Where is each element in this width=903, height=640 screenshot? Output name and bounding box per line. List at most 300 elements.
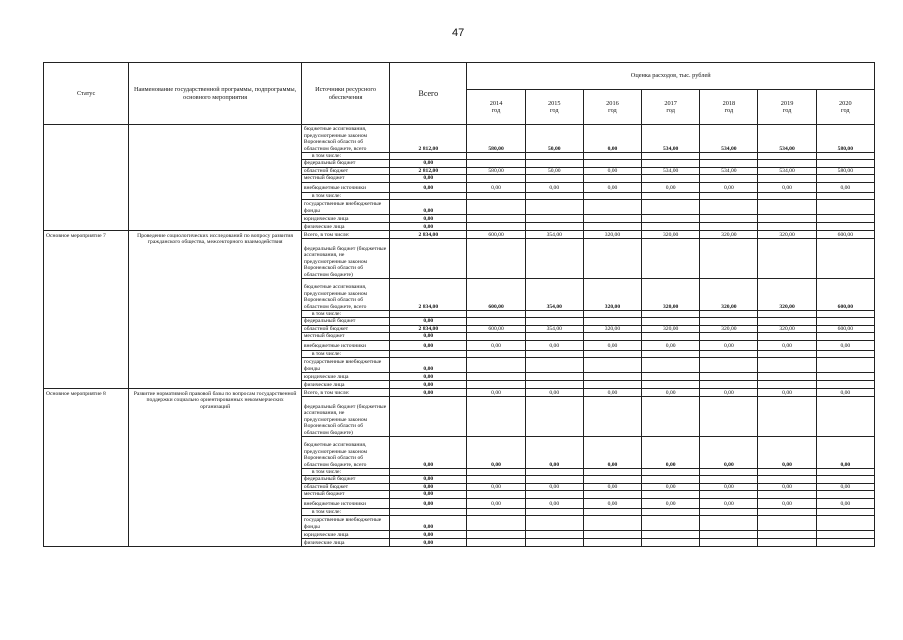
year-value-cell xyxy=(700,516,758,531)
year-value-cell xyxy=(467,160,525,167)
year-value-cell xyxy=(583,397,641,437)
total-cell: 0,00 xyxy=(390,476,467,483)
year-value-cell xyxy=(642,318,700,325)
year-value-cell xyxy=(467,516,525,531)
source-label: Всего, в том числе: xyxy=(301,389,389,397)
year-value-cell: 0,00 xyxy=(467,389,525,397)
year-value-cell xyxy=(525,239,583,279)
year-value-cell xyxy=(525,516,583,531)
year-value-cell: 0,00 xyxy=(758,437,816,469)
total-cell: 2 834,00 xyxy=(390,279,467,311)
year-value-cell: 0,00 xyxy=(642,182,700,192)
header-year xyxy=(525,90,583,125)
year-value-cell xyxy=(700,192,758,199)
year-value-cell xyxy=(525,539,583,547)
total-cell xyxy=(390,239,467,279)
source-label: федеральный бюджет (бюджетные ассигнования, не предусмотренные законом Воронежской области об областном бюджете) xyxy=(301,397,389,437)
year-value-cell xyxy=(525,373,583,381)
year-value-cell: 0,00 xyxy=(700,498,758,508)
year-value-cell xyxy=(816,153,874,160)
total-cell: 0,00 xyxy=(390,373,467,381)
year-value-cell xyxy=(583,311,641,318)
total-cell: 0,00 xyxy=(390,531,467,539)
year-value-cell xyxy=(816,516,874,531)
year-value-cell xyxy=(758,373,816,381)
year-value-cell xyxy=(642,539,700,547)
header-year xyxy=(467,90,525,125)
source-label: внебюджетные источники xyxy=(301,182,389,192)
source-label: внебюджетные источники xyxy=(301,340,389,350)
year-value-cell: 320,00 xyxy=(583,231,641,239)
source-label: в том числе: xyxy=(301,350,389,357)
header-year-value: 2015 xyxy=(547,99,561,107)
year-value-cell xyxy=(758,531,816,539)
year-value-cell xyxy=(467,476,525,483)
header-year-unit: год xyxy=(782,107,792,114)
source-label: местный бюджет xyxy=(301,491,389,498)
year-value-cell xyxy=(642,333,700,340)
year-value-cell: 600,00 xyxy=(467,279,525,311)
source-label: государственные внебюджетные фонды xyxy=(301,516,389,531)
year-value-cell xyxy=(525,192,583,199)
year-value-cell xyxy=(700,491,758,498)
year-value-cell xyxy=(700,153,758,160)
header-year-unit: год xyxy=(608,107,617,114)
year-value-cell: 0,00 xyxy=(700,437,758,469)
year-value-cell xyxy=(525,153,583,160)
year-value-cell xyxy=(700,508,758,515)
year-value-cell: 0,00 xyxy=(758,483,816,490)
table-row xyxy=(44,389,875,397)
year-value-cell: 320,00 xyxy=(700,231,758,239)
header-year xyxy=(700,90,758,125)
year-value-cell xyxy=(642,469,700,476)
year-value-cell xyxy=(816,200,874,215)
year-value-cell xyxy=(758,508,816,515)
total-cell: 0,00 xyxy=(390,539,467,547)
year-value-cell xyxy=(700,333,758,340)
year-value-cell: 0,00 xyxy=(758,389,816,397)
year-value-cell xyxy=(467,508,525,515)
header-estimate: Оценка расходов, тыс. рублей xyxy=(467,63,875,90)
source-label: физические лица xyxy=(301,381,389,389)
year-value-cell xyxy=(525,215,583,223)
budget-table xyxy=(43,62,875,547)
year-value-cell: 0,00 xyxy=(816,498,874,508)
year-value-cell xyxy=(525,333,583,340)
year-value-cell xyxy=(583,318,641,325)
year-value-cell xyxy=(758,469,816,476)
year-value-cell xyxy=(467,175,525,182)
year-value-cell xyxy=(583,153,641,160)
year-value-cell: 600,00 xyxy=(816,279,874,311)
year-value-cell xyxy=(700,539,758,547)
year-value-cell: 0,00 xyxy=(583,125,641,153)
year-value-cell: 0,00 xyxy=(816,182,874,192)
header-year-value: 2016 xyxy=(606,99,619,107)
year-value-cell xyxy=(467,153,525,160)
total-cell xyxy=(390,311,467,318)
status-cell xyxy=(44,125,129,231)
table-row xyxy=(44,125,875,153)
total-cell: 0,00 xyxy=(390,200,467,215)
year-value-cell xyxy=(816,539,874,547)
year-value-cell: 320,00 xyxy=(700,325,758,332)
header-year xyxy=(758,90,816,125)
year-value-cell xyxy=(816,318,874,325)
source-label: федеральный бюджет xyxy=(301,476,389,483)
year-value-cell xyxy=(700,311,758,318)
table-row xyxy=(44,231,875,239)
total-cell: 0,00 xyxy=(390,333,467,340)
header-year-value: 2014 xyxy=(489,99,503,107)
source-label: внебюджетные источники xyxy=(301,498,389,508)
year-value-cell: 0,00 xyxy=(525,483,583,490)
header-name: Наименование государственной программы, подпрограммы, основного мероприятия xyxy=(129,63,302,125)
header-year-value: 2018 xyxy=(722,99,736,107)
year-value-cell xyxy=(758,153,816,160)
year-value-cell: 0,00 xyxy=(816,389,874,397)
year-value-cell: 0,00 xyxy=(467,498,525,508)
source-label: в том числе: xyxy=(301,311,389,318)
year-value-cell: 0,00 xyxy=(583,483,641,490)
year-value-cell xyxy=(758,491,816,498)
year-value-cell: 0,00 xyxy=(700,182,758,192)
year-value-cell: 0,00 xyxy=(525,437,583,469)
year-value-cell: 534,00 xyxy=(700,167,758,174)
year-value-cell xyxy=(467,311,525,318)
year-value-cell: 354,00 xyxy=(525,279,583,311)
year-value-cell xyxy=(816,215,874,223)
year-value-cell xyxy=(816,491,874,498)
year-value-cell xyxy=(642,153,700,160)
year-value-cell xyxy=(583,175,641,182)
year-value-cell: 354,00 xyxy=(525,325,583,332)
year-value-cell xyxy=(642,160,700,167)
year-value-cell xyxy=(642,175,700,182)
total-cell xyxy=(390,508,467,515)
year-value-cell xyxy=(583,531,641,539)
source-label: областной бюджет xyxy=(301,325,389,332)
year-value-cell xyxy=(583,350,641,357)
year-value-cell xyxy=(583,333,641,340)
year-value-cell: 0,00 xyxy=(642,498,700,508)
year-value-cell xyxy=(525,491,583,498)
program-name-cell: Проведение социологических исследований по вопросу развития гражданского общества, межсекторного взаимодействия xyxy=(129,231,302,389)
year-value-cell xyxy=(525,508,583,515)
year-value-cell xyxy=(583,381,641,389)
year-value-cell: 0,00 xyxy=(467,437,525,469)
year-value-cell xyxy=(816,397,874,437)
year-value-cell: 0,00 xyxy=(467,182,525,192)
year-value-cell: 0,00 xyxy=(467,340,525,350)
total-cell: 2 834,00 xyxy=(390,231,467,239)
total-cell: 2 834,00 xyxy=(390,325,467,332)
total-cell: 0,00 xyxy=(390,516,467,531)
year-value-cell xyxy=(758,239,816,279)
header-status: Статус xyxy=(44,63,129,125)
year-value-cell xyxy=(583,469,641,476)
year-value-cell xyxy=(700,373,758,381)
year-value-cell: 600,00 xyxy=(467,325,525,332)
year-value-cell xyxy=(700,531,758,539)
program-name-cell: Развитие нормативной правовой базы по вопросам государственной поддержки социально ориентированных некоммерческих организаций xyxy=(129,389,302,547)
year-value-cell: 320,00 xyxy=(583,279,641,311)
year-value-cell xyxy=(758,333,816,340)
year-value-cell xyxy=(467,469,525,476)
source-label: Всего, в том числе: xyxy=(301,231,389,239)
year-value-cell xyxy=(467,333,525,340)
year-value-cell: 600,00 xyxy=(467,231,525,239)
year-value-cell: 0,00 xyxy=(700,389,758,397)
source-label: юридические лица xyxy=(301,373,389,381)
year-value-cell xyxy=(758,160,816,167)
year-value-cell xyxy=(467,350,525,357)
year-value-cell: 580,00 xyxy=(467,125,525,153)
header-total: Всего xyxy=(390,63,467,125)
year-value-cell xyxy=(583,476,641,483)
year-value-cell xyxy=(583,160,641,167)
year-value-cell xyxy=(467,397,525,437)
total-cell: 0,00 xyxy=(390,381,467,389)
year-value-cell xyxy=(816,311,874,318)
total-cell: 0,00 xyxy=(390,182,467,192)
header-year-unit: год xyxy=(549,107,559,114)
year-value-cell xyxy=(816,333,874,340)
year-value-cell xyxy=(642,531,700,539)
year-value-cell xyxy=(525,175,583,182)
year-value-cell: 580,00 xyxy=(816,167,874,174)
year-value-cell xyxy=(642,491,700,498)
header-year-unit: год xyxy=(666,107,675,114)
source-label: государственные внебюджетные фонды xyxy=(301,200,389,215)
year-value-cell xyxy=(583,508,641,515)
year-value-cell xyxy=(583,491,641,498)
source-label: бюджетные ассигнования, предусмотренные законом Воронежской области об областном бюджете, всего xyxy=(301,125,389,153)
year-value-cell xyxy=(583,192,641,199)
year-value-cell xyxy=(700,397,758,437)
year-value-cell xyxy=(758,476,816,483)
year-value-cell xyxy=(758,223,816,231)
total-cell xyxy=(390,350,467,357)
year-value-cell: 0,00 xyxy=(583,167,641,174)
year-value-cell xyxy=(467,318,525,325)
year-value-cell xyxy=(700,200,758,215)
year-value-cell xyxy=(700,350,758,357)
year-value-cell: 534,00 xyxy=(700,125,758,153)
total-cell: 0,00 xyxy=(390,437,467,469)
total-cell: 0,00 xyxy=(390,340,467,350)
total-cell: 0,00 xyxy=(390,483,467,490)
year-value-cell: 534,00 xyxy=(758,167,816,174)
total-cell: 2 812,00 xyxy=(390,125,467,153)
year-value-cell xyxy=(816,373,874,381)
year-value-cell: 0,00 xyxy=(642,483,700,490)
header-source: Источники ресурсного обеспечения xyxy=(301,63,389,125)
year-value-cell xyxy=(525,311,583,318)
header-year-unit: год xyxy=(841,107,850,114)
total-cell xyxy=(390,192,467,199)
year-value-cell: 0,00 xyxy=(700,483,758,490)
year-value-cell xyxy=(642,508,700,515)
year-value-cell xyxy=(583,200,641,215)
source-label: в том числе: xyxy=(301,153,389,160)
year-value-cell xyxy=(525,476,583,483)
source-label: местный бюджет xyxy=(301,333,389,340)
year-value-cell: 0,00 xyxy=(525,340,583,350)
year-value-cell xyxy=(525,350,583,357)
year-value-cell xyxy=(816,350,874,357)
year-value-cell: 0,00 xyxy=(583,498,641,508)
year-value-cell xyxy=(816,358,874,373)
year-value-cell: 0,00 xyxy=(583,182,641,192)
source-label: бюджетные ассигнования, предусмотренные законом Воронежской области об областном бюджете, всего xyxy=(301,279,389,311)
year-value-cell xyxy=(642,215,700,223)
year-value-cell: 580,00 xyxy=(816,125,874,153)
status-cell: Основное мероприятие 7 xyxy=(44,231,129,389)
year-value-cell: 0,00 xyxy=(816,340,874,350)
year-value-cell xyxy=(525,469,583,476)
year-value-cell xyxy=(642,476,700,483)
total-cell: 0,00 xyxy=(390,491,467,498)
year-value-cell: 320,00 xyxy=(642,325,700,332)
year-value-cell xyxy=(758,381,816,389)
year-value-cell: 0,00 xyxy=(758,340,816,350)
source-label: областной бюджет xyxy=(301,483,389,490)
year-value-cell xyxy=(816,239,874,279)
year-value-cell xyxy=(642,223,700,231)
year-value-cell: 0,00 xyxy=(525,389,583,397)
year-value-cell xyxy=(816,508,874,515)
year-value-cell: 320,00 xyxy=(583,325,641,332)
header-year-value: 2019 xyxy=(780,99,794,107)
year-value-cell xyxy=(642,381,700,389)
year-value-cell xyxy=(758,200,816,215)
year-value-cell: 320,00 xyxy=(642,231,700,239)
total-cell: 0,00 xyxy=(390,160,467,167)
year-value-cell xyxy=(816,223,874,231)
year-value-cell: 534,00 xyxy=(758,125,816,153)
year-value-cell xyxy=(642,192,700,199)
year-value-cell xyxy=(700,223,758,231)
year-value-cell: 600,00 xyxy=(816,325,874,332)
year-value-cell xyxy=(525,200,583,215)
year-value-cell: 354,00 xyxy=(525,231,583,239)
year-value-cell xyxy=(816,381,874,389)
year-value-cell xyxy=(642,239,700,279)
source-label: физические лица xyxy=(301,223,389,231)
year-value-cell: 0,00 xyxy=(642,437,700,469)
source-label: областной бюджет xyxy=(301,167,389,174)
year-value-cell xyxy=(758,358,816,373)
year-value-cell: 0,00 xyxy=(816,437,874,469)
year-value-cell xyxy=(525,160,583,167)
year-value-cell xyxy=(758,175,816,182)
total-cell xyxy=(390,153,467,160)
year-value-cell xyxy=(642,200,700,215)
source-label: государственные внебюджетные фонды xyxy=(301,358,389,373)
source-label: федеральный бюджет (бюджетные ассигнования, не предусмотренные законом Воронежской области об областном бюджете) xyxy=(301,239,389,279)
year-value-cell xyxy=(467,539,525,547)
header-year-value: 2017 xyxy=(664,99,677,107)
year-value-cell: 50,00 xyxy=(525,167,583,174)
year-value-cell xyxy=(642,373,700,381)
year-value-cell xyxy=(467,373,525,381)
header-year xyxy=(816,90,874,125)
year-value-cell xyxy=(700,358,758,373)
source-label: физические лица xyxy=(301,539,389,547)
year-value-cell: 320,00 xyxy=(758,279,816,311)
total-cell: 0,00 xyxy=(390,358,467,373)
year-value-cell xyxy=(816,160,874,167)
year-value-cell xyxy=(700,469,758,476)
year-value-cell xyxy=(642,358,700,373)
year-value-cell xyxy=(583,373,641,381)
year-value-cell xyxy=(525,358,583,373)
year-value-cell xyxy=(700,160,758,167)
total-cell xyxy=(390,397,467,437)
program-name-cell xyxy=(129,125,302,231)
source-label: в том числе: xyxy=(301,192,389,199)
total-cell: 0,00 xyxy=(390,318,467,325)
year-value-cell: 534,00 xyxy=(642,125,700,153)
header-year-unit: год xyxy=(724,107,734,114)
year-value-cell xyxy=(816,175,874,182)
page-number: 47 xyxy=(452,27,465,39)
year-value-cell xyxy=(583,223,641,231)
year-value-cell xyxy=(700,318,758,325)
source-label: в том числе: xyxy=(301,508,389,515)
year-value-cell xyxy=(816,192,874,199)
year-value-cell xyxy=(467,192,525,199)
year-value-cell: 0,00 xyxy=(758,498,816,508)
year-value-cell xyxy=(642,397,700,437)
total-cell xyxy=(390,469,467,476)
year-value-cell: 0,00 xyxy=(642,340,700,350)
year-value-cell: 0,00 xyxy=(583,340,641,350)
year-value-cell xyxy=(758,311,816,318)
year-value-cell: 50,00 xyxy=(525,125,583,153)
year-value-cell xyxy=(525,397,583,437)
year-value-cell: 534,00 xyxy=(642,167,700,174)
header-year xyxy=(642,90,700,125)
total-cell: 0,00 xyxy=(390,389,467,397)
year-value-cell xyxy=(758,397,816,437)
source-label: в том числе: xyxy=(301,469,389,476)
header-year xyxy=(583,90,641,125)
year-value-cell xyxy=(525,318,583,325)
year-value-cell: 0,00 xyxy=(525,182,583,192)
year-value-cell xyxy=(467,215,525,223)
year-value-cell: 0,00 xyxy=(525,498,583,508)
source-label: федеральный бюджет xyxy=(301,160,389,167)
source-label: местный бюджет xyxy=(301,175,389,182)
source-label: федеральный бюджет xyxy=(301,318,389,325)
year-value-cell: 320,00 xyxy=(700,279,758,311)
year-value-cell xyxy=(816,531,874,539)
year-value-cell: 0,00 xyxy=(700,340,758,350)
year-value-cell: 320,00 xyxy=(758,325,816,332)
year-value-cell xyxy=(758,318,816,325)
year-value-cell: 0,00 xyxy=(758,182,816,192)
year-value-cell xyxy=(583,215,641,223)
year-value-cell: 580,00 xyxy=(467,167,525,174)
year-value-cell: 0,00 xyxy=(583,389,641,397)
year-value-cell xyxy=(525,381,583,389)
total-cell: 0,00 xyxy=(390,498,467,508)
year-value-cell: 0,00 xyxy=(816,483,874,490)
year-value-cell xyxy=(467,381,525,389)
